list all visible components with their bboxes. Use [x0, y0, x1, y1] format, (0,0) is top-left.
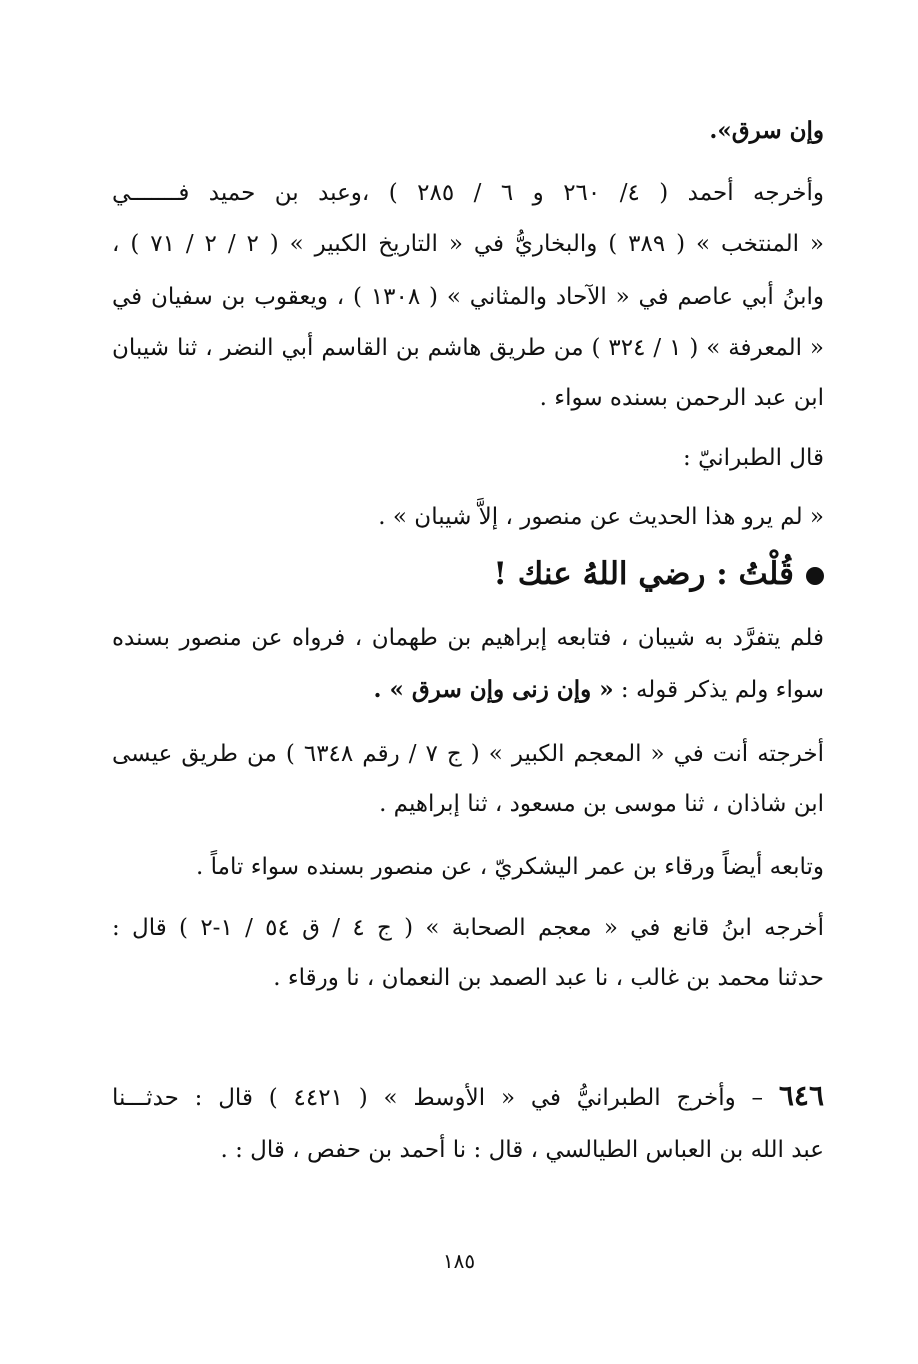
text-line: وابنُ أبي عاصم في « الآحاد والمثاني » ( ١٣٠٨ ) ، ويعقوب بن سفيان في [112, 284, 824, 310]
text-line: حدثنا محمد بن غالب ، نا عبد الصمد بن النعمان ، نا ورقاء . [273, 965, 824, 991]
hadith-number: ٦٤٦ [778, 1079, 824, 1112]
text-line: وتابعه أيضاً ورقاء بن عمر اليشكريّ ، عن منصور بسنده سواء تاماً . [196, 854, 824, 880]
text-line: ابن شاذان ، ثنا موسى بن مسعود ، ثنا إبراهيم . [379, 791, 824, 817]
text-line: وإن سرق». [709, 117, 824, 144]
text-line: أخرجه ابنُ قانع في « معجم الصحابة » ( ج ٤ / ق ٥٤ / ١-٢ ) قال : [112, 915, 825, 941]
bullet-icon [806, 567, 824, 585]
text-line: فلم يتفرَّد به شيبان ، فتابعه إبراهيم بن طهمان ، فرواه عن منصور بسنده [112, 625, 824, 651]
hadith-entry-line [112, 1081, 824, 1113]
section-heading [112, 554, 824, 594]
text-line [112, 675, 824, 705]
text-line: أخرجته أنت في « المعجم الكبير » ( ج ٧ / رقم ٦٣٤٨ ) من طريق عيسى [112, 741, 824, 767]
text-line: ابن عبد الرحمن بسنده سواء . [539, 385, 824, 411]
bold-quote: « وإن زنى وإن سرق » . [373, 676, 614, 703]
page-number: ١٨٥ [442, 1249, 476, 1273]
text-span: سواء ولم يذكر قوله : [620, 677, 824, 703]
text-line: « المعرفة » ( ١ / ٣٢٤ ) من طريق هاشم بن القاسم أبي النضر ، ثنا شيبان [112, 335, 824, 361]
quote-line: « لم يرو هذا الحديث عن منصور ، إلاَّ شيبان » . [378, 504, 824, 530]
text-span: – وأخرج الطبرانيُّ في « الأوسط » ( ٤٤٢١ ) قال : حدثـــنا [112, 1085, 764, 1111]
text-line: عبد الله بن العباس الطيالسي ، قال : نا أحمد بن حفص ، قال : . [220, 1137, 824, 1163]
text-line: وأخرجه أحمد ( ٤/ ٢٦٠ و ٦ / ٢٨٥ ) ،وعبد بن حميد فـــــــي [112, 180, 825, 206]
text-line: « المنتخب » ( ٣٨٩ ) والبخاريُّ في « التاريخ الكبير » ( ٢ / ٢ / ٧١ ) ، [112, 231, 825, 257]
heading-text: قُلْتُ : رضي اللهُ عنك ! [493, 556, 794, 592]
text-line: قال الطبرانيّ : [683, 445, 824, 471]
